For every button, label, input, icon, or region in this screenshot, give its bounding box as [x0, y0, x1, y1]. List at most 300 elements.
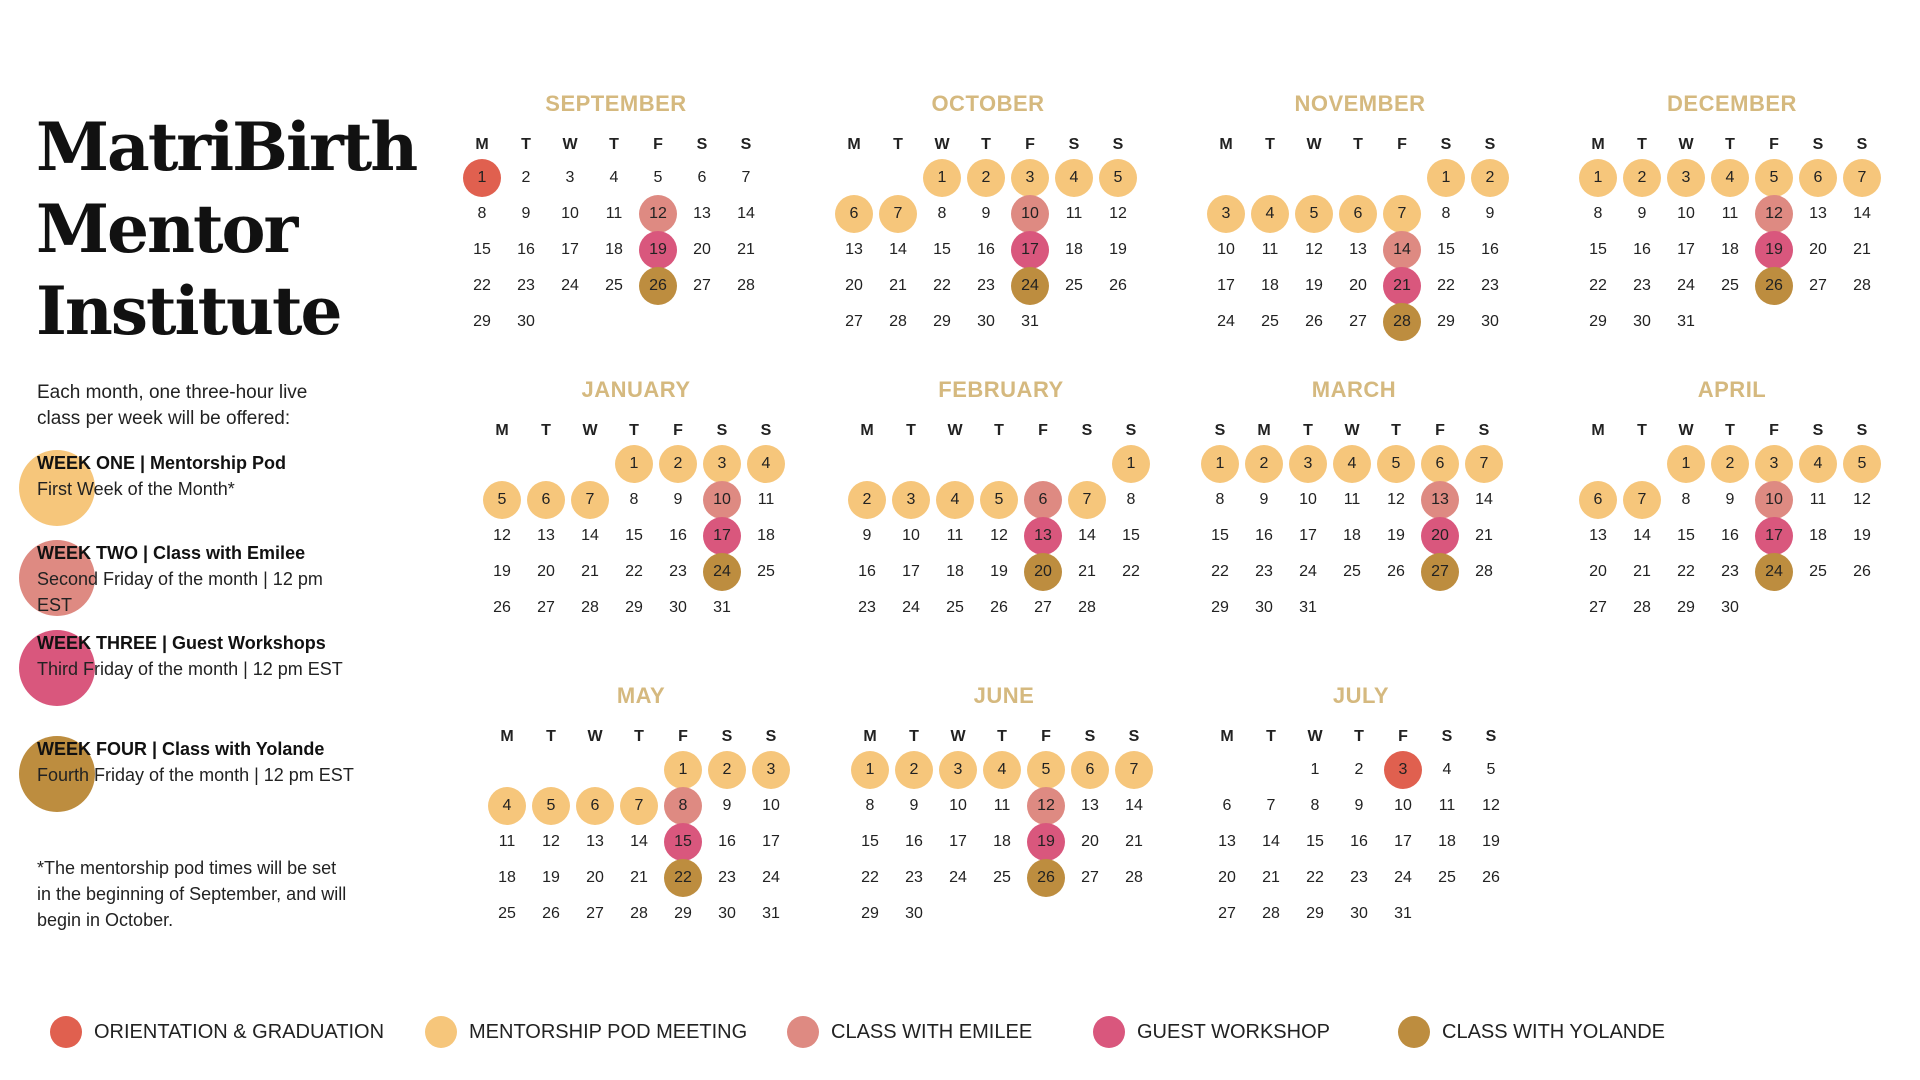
day-number: 3	[565, 169, 575, 186]
day-cell	[977, 554, 1021, 590]
day-cell	[936, 788, 980, 824]
day-cell	[1796, 232, 1840, 268]
day-number: 30	[1633, 313, 1651, 330]
day-cell	[1664, 554, 1708, 590]
day-cell	[1462, 518, 1506, 554]
weekday-header: T	[634, 728, 644, 745]
day-cell	[1198, 590, 1242, 626]
day-cell	[1576, 268, 1620, 304]
weekday-header: T	[1265, 136, 1275, 153]
day-cell	[724, 196, 768, 232]
weekday-header: F	[1769, 136, 1779, 153]
event-day-yolande: 26	[639, 267, 677, 305]
day-cell	[1708, 518, 1752, 554]
day-cell	[480, 554, 524, 590]
day-number: 26	[1387, 563, 1405, 580]
day-cell	[1462, 482, 1506, 518]
day-cell	[889, 554, 933, 590]
weekday-header: T	[1303, 422, 1313, 439]
event-day-emilee: 14	[1383, 231, 1421, 269]
day-number: 16	[718, 833, 736, 850]
day-cell	[1418, 554, 1462, 590]
day-number: 27	[586, 905, 604, 922]
day-cell	[749, 752, 793, 788]
day-number: 23	[1633, 277, 1651, 294]
day-number: 17	[1677, 241, 1695, 258]
empty-cell	[485, 752, 529, 788]
legend	[50, 1014, 1850, 1054]
day-cell	[848, 752, 892, 788]
day-cell	[1380, 232, 1424, 268]
empty-cell	[1204, 160, 1248, 196]
event-day-pod: 2	[1711, 445, 1749, 483]
day-number: 30	[718, 905, 736, 922]
day-cell	[1096, 268, 1140, 304]
day-number: 30	[977, 313, 995, 330]
day-cell	[1418, 446, 1462, 482]
event-day-emilee: 12	[639, 195, 677, 233]
day-cell	[980, 788, 1024, 824]
day-cell	[1021, 554, 1065, 590]
day-number: 13	[845, 241, 863, 258]
day-number: 15	[1589, 241, 1607, 258]
day-number: 8	[629, 491, 639, 508]
day-number: 15	[1437, 241, 1455, 258]
day-number: 15	[625, 527, 643, 544]
day-cell	[1840, 232, 1884, 268]
event-day-yolande: 22	[664, 859, 702, 897]
event-day-pod: 2	[1245, 445, 1283, 483]
day-number: 23	[1721, 563, 1739, 580]
day-cell	[1249, 788, 1293, 824]
day-number: 15	[1211, 527, 1229, 544]
day-cell	[1008, 304, 1052, 340]
month-march	[1198, 376, 1510, 626]
day-cell	[977, 590, 1021, 626]
day-cell	[848, 824, 892, 860]
week-three-detail: Third Friday of the month | 12 pm EST	[37, 659, 343, 679]
legend-dot-emilee	[787, 1016, 819, 1048]
event-day-pod: 6	[835, 195, 873, 233]
day-cell	[1796, 196, 1840, 232]
day-cell	[700, 554, 744, 590]
day-number: 28	[630, 905, 648, 922]
day-cell	[1620, 232, 1664, 268]
event-day-pod: 7	[879, 195, 917, 233]
event-day-pod: 2	[1471, 159, 1509, 197]
day-cell	[832, 232, 876, 268]
day-number: 26	[1305, 313, 1323, 330]
day-cell	[848, 896, 892, 932]
day-number: 26	[493, 599, 511, 616]
day-number: 30	[517, 313, 535, 330]
event-day-orientation: 3	[1384, 751, 1422, 789]
day-number: 14	[1853, 205, 1871, 222]
day-cell	[1008, 160, 1052, 196]
day-cell	[964, 232, 1008, 268]
day-cell	[1752, 268, 1796, 304]
day-number: 24	[1394, 869, 1412, 886]
day-number: 29	[674, 905, 692, 922]
event-day-pod: 7	[1068, 481, 1106, 519]
day-number: 30	[1481, 313, 1499, 330]
day-number: 18	[1343, 527, 1361, 544]
day-number: 10	[1394, 797, 1412, 814]
day-cell	[1796, 446, 1840, 482]
day-cell	[1752, 196, 1796, 232]
month-title: JUNE	[973, 683, 1035, 708]
day-number: 24	[1217, 313, 1235, 330]
month-grid	[1576, 130, 1888, 340]
day-cell	[876, 232, 920, 268]
day-cell	[529, 860, 573, 896]
day-number: 18	[1261, 277, 1279, 294]
weekday-header: T	[997, 728, 1007, 745]
event-day-guest: 17	[1755, 517, 1793, 555]
day-cell	[460, 268, 504, 304]
weekday-header: T	[521, 136, 531, 153]
day-cell	[1024, 752, 1068, 788]
day-cell	[617, 896, 661, 932]
day-cell	[1576, 518, 1620, 554]
month-grid	[1205, 722, 1517, 932]
event-day-yolande: 26	[1755, 267, 1793, 305]
day-number: 16	[1255, 527, 1273, 544]
day-number: 28	[889, 313, 907, 330]
day-cell	[661, 752, 705, 788]
day-cell	[977, 482, 1021, 518]
day-cell	[568, 518, 612, 554]
day-number: 29	[1211, 599, 1229, 616]
day-cell	[1425, 824, 1469, 860]
day-cell	[573, 860, 617, 896]
day-number: 19	[1387, 527, 1405, 544]
day-cell	[573, 896, 617, 932]
week-one-detail: First Week of the Month*	[37, 479, 235, 499]
day-cell	[848, 788, 892, 824]
day-cell	[1109, 446, 1153, 482]
day-number: 14	[889, 241, 907, 258]
day-number: 22	[933, 277, 951, 294]
day-number: 25	[1261, 313, 1279, 330]
day-cell	[1249, 860, 1293, 896]
weekday-header: S	[1478, 422, 1490, 439]
day-cell	[1330, 518, 1374, 554]
day-cell	[724, 232, 768, 268]
day-number: 14	[1078, 527, 1096, 544]
day-number: 25	[993, 869, 1011, 886]
day-cell	[1468, 160, 1512, 196]
day-cell	[1198, 482, 1242, 518]
day-cell	[744, 554, 788, 590]
day-number: 6	[697, 169, 707, 186]
day-cell	[1620, 554, 1664, 590]
day-number: 11	[498, 833, 516, 850]
day-number: 9	[1354, 797, 1364, 814]
day-cell	[1664, 482, 1708, 518]
day-number: 21	[737, 241, 755, 258]
day-number: 11	[1809, 491, 1827, 508]
day-number: 23	[517, 277, 535, 294]
event-day-pod: 7	[1465, 445, 1503, 483]
event-day-pod: 1	[615, 445, 653, 483]
weekday-header: S	[760, 422, 772, 439]
day-cell	[592, 232, 636, 268]
day-number: 12	[990, 527, 1008, 544]
weekday-header: T	[1637, 136, 1647, 153]
day-number: 16	[977, 241, 995, 258]
empty-cell	[529, 752, 573, 788]
day-cell	[1286, 518, 1330, 554]
day-cell	[529, 896, 573, 932]
day-cell	[920, 304, 964, 340]
weekday-header: S	[1812, 422, 1824, 439]
event-day-pod: 5	[1755, 159, 1793, 197]
weekday-header: W	[950, 728, 966, 745]
day-number: 22	[1211, 563, 1229, 580]
day-cell	[1380, 196, 1424, 232]
weekday-header: S	[1441, 728, 1453, 745]
day-number: 22	[1677, 563, 1695, 580]
weekday-header: M	[863, 728, 877, 745]
event-day-pod: 4	[983, 751, 1021, 789]
day-number: 18	[946, 563, 964, 580]
weekday-header: T	[981, 136, 991, 153]
day-number: 16	[1633, 241, 1651, 258]
day-cell	[1469, 788, 1513, 824]
day-cell	[1840, 196, 1884, 232]
day-cell	[832, 268, 876, 304]
day-cell	[1752, 554, 1796, 590]
day-cell	[1336, 232, 1380, 268]
day-number: 9	[862, 527, 872, 544]
day-cell	[1052, 160, 1096, 196]
event-day-pod: 2	[967, 159, 1005, 197]
day-cell	[876, 268, 920, 304]
event-day-pod: 7	[620, 787, 658, 825]
day-cell	[1330, 554, 1374, 590]
day-number: 20	[1218, 869, 1236, 886]
day-number: 17	[1299, 527, 1317, 544]
day-cell	[1468, 196, 1512, 232]
day-cell	[504, 160, 548, 196]
day-number: 13	[1589, 527, 1607, 544]
day-number: 13	[1809, 205, 1827, 222]
day-cell	[1204, 268, 1248, 304]
day-cell	[1292, 196, 1336, 232]
month-april	[1576, 376, 1888, 626]
day-cell	[1021, 590, 1065, 626]
weekday-header: M	[847, 136, 861, 153]
day-cell	[1330, 482, 1374, 518]
day-number: 25	[605, 277, 623, 294]
day-number: 25	[1809, 563, 1827, 580]
day-number: 8	[1681, 491, 1691, 508]
week-one-heading: WEEK ONE | Mentorship Pod	[37, 453, 287, 473]
day-number: 27	[693, 277, 711, 294]
weekday-header: W	[1678, 136, 1694, 153]
month-grid	[485, 722, 797, 932]
day-number: 24	[1299, 563, 1317, 580]
event-day-pod: 3	[1011, 159, 1049, 197]
day-cell	[1708, 590, 1752, 626]
day-cell	[1425, 860, 1469, 896]
day-cell	[485, 824, 529, 860]
event-day-pod: 6	[1579, 481, 1617, 519]
day-cell	[936, 752, 980, 788]
day-cell	[1469, 752, 1513, 788]
day-cell	[724, 268, 768, 304]
day-number: 29	[473, 313, 491, 330]
day-cell	[636, 268, 680, 304]
event-day-pod: 2	[895, 751, 933, 789]
day-number: 9	[909, 797, 919, 814]
weekday-header: T	[994, 422, 1004, 439]
day-number: 14	[1633, 527, 1651, 544]
day-number: 15	[473, 241, 491, 258]
day-cell	[889, 482, 933, 518]
month-february	[845, 376, 1157, 626]
day-cell	[524, 590, 568, 626]
day-number: 10	[762, 797, 780, 814]
empty-cell	[1620, 446, 1664, 482]
day-number: 22	[1306, 869, 1324, 886]
month-grid	[832, 130, 1144, 340]
month-grid	[1576, 416, 1888, 626]
day-number: 29	[1437, 313, 1455, 330]
day-number: 11	[1261, 241, 1279, 258]
day-cell	[617, 860, 661, 896]
day-number: 12	[1305, 241, 1323, 258]
empty-cell	[933, 446, 977, 482]
event-day-yolande: 28	[1383, 303, 1421, 341]
event-day-pod: 3	[1207, 195, 1245, 233]
event-day-guest: 19	[1027, 823, 1065, 861]
day-number: 17	[949, 833, 967, 850]
day-cell	[977, 518, 1021, 554]
day-cell	[1620, 196, 1664, 232]
day-number: 21	[1078, 563, 1096, 580]
event-day-emilee: 6	[1024, 481, 1062, 519]
empty-cell	[1248, 160, 1292, 196]
event-day-pod: 1	[1667, 445, 1705, 483]
weekday-header: S	[721, 728, 733, 745]
day-number: 31	[762, 905, 780, 922]
day-cell	[832, 304, 876, 340]
day-cell	[1664, 268, 1708, 304]
day-number: 22	[473, 277, 491, 294]
weekday-header: F	[1398, 728, 1408, 745]
event-day-emilee: 12	[1755, 195, 1793, 233]
day-cell	[612, 518, 656, 554]
day-cell	[964, 304, 1008, 340]
day-cell	[656, 518, 700, 554]
day-cell	[1021, 518, 1065, 554]
day-cell	[1068, 788, 1112, 824]
day-cell	[920, 232, 964, 268]
weekday-header: F	[1435, 422, 1445, 439]
day-cell	[920, 268, 964, 304]
day-cell	[1248, 232, 1292, 268]
day-number: 11	[946, 527, 964, 544]
day-cell	[680, 232, 724, 268]
empty-cell	[1065, 446, 1109, 482]
day-cell	[524, 482, 568, 518]
day-number: 27	[1589, 599, 1607, 616]
day-cell	[892, 896, 936, 932]
day-cell	[1380, 304, 1424, 340]
month-title: MARCH	[1311, 377, 1397, 402]
event-day-pod: 1	[1427, 159, 1465, 197]
day-cell	[1840, 160, 1884, 196]
day-cell	[1008, 196, 1052, 232]
day-cell	[1620, 590, 1664, 626]
day-number: 8	[937, 205, 947, 222]
day-cell	[936, 824, 980, 860]
day-number: 13	[1081, 797, 1099, 814]
day-cell	[1242, 590, 1286, 626]
day-cell	[980, 752, 1024, 788]
day-cell	[1065, 482, 1109, 518]
day-number: 12	[542, 833, 560, 850]
day-cell	[933, 554, 977, 590]
day-number: 20	[537, 563, 555, 580]
month-october	[832, 90, 1144, 340]
month-grid	[460, 130, 772, 340]
day-number: 28	[581, 599, 599, 616]
day-number: 15	[933, 241, 951, 258]
day-cell	[1336, 268, 1380, 304]
day-number: 21	[1475, 527, 1493, 544]
day-cell	[1198, 446, 1242, 482]
day-number: 19	[1305, 277, 1323, 294]
day-cell	[1052, 196, 1096, 232]
weekday-header: F	[1041, 728, 1051, 745]
day-cell	[1065, 554, 1109, 590]
day-number: 21	[581, 563, 599, 580]
weekday-header: M	[860, 422, 874, 439]
day-number: 26	[990, 599, 1008, 616]
day-cell	[1576, 482, 1620, 518]
day-cell	[1374, 482, 1418, 518]
day-number: 25	[946, 599, 964, 616]
day-cell	[573, 788, 617, 824]
day-cell	[1052, 232, 1096, 268]
event-day-pod: 1	[851, 751, 889, 789]
day-number: 23	[669, 563, 687, 580]
day-number: 30	[1721, 599, 1739, 616]
day-cell	[749, 896, 793, 932]
day-cell	[1708, 482, 1752, 518]
day-cell	[548, 232, 592, 268]
day-number: 10	[949, 797, 967, 814]
event-day-pod: 5	[532, 787, 570, 825]
day-number: 17	[762, 833, 780, 850]
day-number: 9	[1725, 491, 1735, 508]
week-four-detail: Fourth Friday of the month | 12 pm EST	[37, 765, 354, 785]
day-cell	[1620, 482, 1664, 518]
day-cell	[1425, 752, 1469, 788]
month-may	[485, 682, 797, 932]
day-cell	[700, 590, 744, 626]
weekday-header: W	[1678, 422, 1694, 439]
day-cell	[1065, 590, 1109, 626]
day-cell	[1664, 160, 1708, 196]
day-number: 12	[493, 527, 511, 544]
day-number: 13	[537, 527, 555, 544]
day-cell	[1248, 304, 1292, 340]
legend-dot-yolande	[1398, 1016, 1430, 1048]
